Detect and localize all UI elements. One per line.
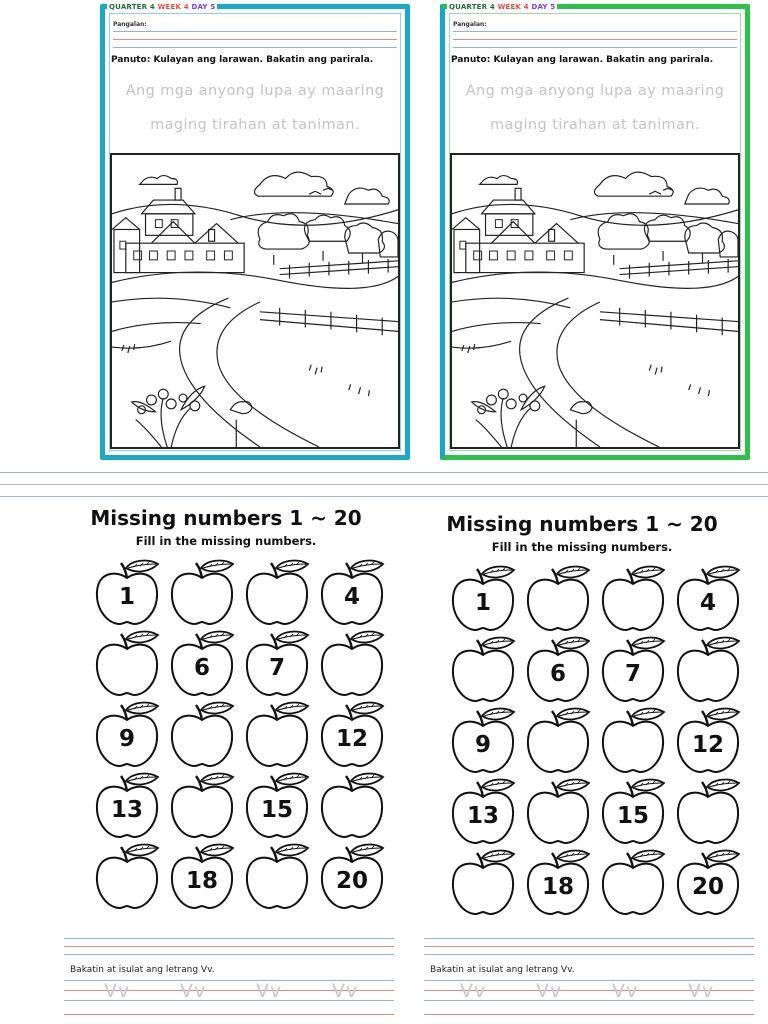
apple-grid xyxy=(448,564,748,924)
name-rule-bottom xyxy=(453,47,737,48)
apple-cell xyxy=(673,848,743,918)
coloring-worksheet-right xyxy=(440,4,750,460)
writing-rule xyxy=(64,954,394,955)
apple-cell xyxy=(598,848,668,918)
apple-number: 15 xyxy=(260,797,293,823)
apple-number: 1 xyxy=(118,584,135,610)
apple-number: 15 xyxy=(616,803,649,829)
apple-outline-icon xyxy=(598,848,668,918)
apple-number: 13 xyxy=(110,797,143,823)
apple-number: 20 xyxy=(335,868,368,894)
apple-outline-icon xyxy=(317,629,387,699)
apple-outline-icon xyxy=(92,629,162,699)
trace-line-1: Ang mga anyong lupa ay maaring xyxy=(125,83,385,99)
apple-number: 4 xyxy=(343,584,360,610)
apple-cell xyxy=(523,777,593,847)
apple-outline-icon xyxy=(242,700,312,770)
writing-rule xyxy=(64,946,394,947)
coloring-worksheet-left xyxy=(100,4,410,460)
name-label: Pangalan: xyxy=(453,21,487,28)
apple-cell xyxy=(317,700,387,770)
apple-number: 4 xyxy=(699,590,716,616)
apple-cell xyxy=(448,777,518,847)
apple-number: 9 xyxy=(474,732,491,758)
apple-cell xyxy=(448,848,518,918)
handwriting-strip-right xyxy=(424,934,754,1024)
apple-cell xyxy=(523,848,593,918)
landscape-picture xyxy=(110,153,400,449)
apple-outline-icon xyxy=(673,635,743,705)
apple-cell xyxy=(523,564,593,634)
apple-cell xyxy=(317,629,387,699)
apple-number: 9 xyxy=(118,726,135,752)
apple-outline-icon xyxy=(523,777,593,847)
week-label: WEEK 4 xyxy=(157,3,189,11)
apple-cell xyxy=(598,564,668,634)
apple-outline-icon xyxy=(523,706,593,776)
missing-numbers-worksheet-left xyxy=(66,502,386,922)
apple-outline-icon xyxy=(92,842,162,912)
apple-cell xyxy=(92,771,162,841)
name-rule-top xyxy=(113,31,397,32)
worksheet-subtitle: Fill in the missing numbers. xyxy=(491,540,673,554)
worksheet-title: Missing numbers 1 ~ 20 xyxy=(90,506,362,530)
apple-cell xyxy=(167,700,237,770)
page-divider-lines xyxy=(0,470,768,500)
divider-line-red xyxy=(0,484,768,485)
quarter-label: QUARTER 4 xyxy=(449,3,495,11)
apple-cell xyxy=(92,558,162,628)
apple-cell xyxy=(92,629,162,699)
landscape-picture xyxy=(450,153,740,449)
trace-letter-vv: Vv xyxy=(256,980,283,1002)
trace-letter-vv: Vv xyxy=(688,980,715,1002)
trace-letter-vv: Vv xyxy=(536,980,563,1002)
trace-line-1: Ang mga anyong lupa ay maaring xyxy=(465,83,725,99)
trace-letter-vv: Vv xyxy=(612,980,639,1002)
apple-number: 6 xyxy=(193,655,210,681)
apple-outline-icon xyxy=(167,558,237,628)
apple-cell xyxy=(317,771,387,841)
apple-cell xyxy=(598,635,668,705)
writing-rule xyxy=(64,938,394,939)
apple-number: 18 xyxy=(541,874,574,900)
apple-outline-icon xyxy=(673,777,743,847)
apple-cell xyxy=(523,706,593,776)
apple-cell xyxy=(242,700,312,770)
apple-outline-icon xyxy=(523,564,593,634)
quarter-label: QUARTER 4 xyxy=(109,3,155,11)
apple-outline-icon xyxy=(598,706,668,776)
apple-outline-icon xyxy=(242,842,312,912)
apple-number: 6 xyxy=(549,661,566,687)
week-label: WEEK 4 xyxy=(497,3,529,11)
day-label: DAY 5 xyxy=(531,3,556,11)
worksheet-title: Missing numbers 1 ~ 20 xyxy=(446,512,718,536)
writing-rule xyxy=(64,1014,394,1015)
farmhouse-landscape-icon xyxy=(112,155,398,447)
writing-rule xyxy=(424,938,754,939)
apple-cell xyxy=(92,842,162,912)
apple-number: 7 xyxy=(624,661,641,687)
apple-number: 7 xyxy=(268,655,285,681)
apple-cell xyxy=(317,558,387,628)
worksheet-header xyxy=(447,3,557,11)
name-rule-bottom xyxy=(113,47,397,48)
apple-cell xyxy=(92,700,162,770)
apple-outline-icon xyxy=(598,564,668,634)
trace-letter-vv: Vv xyxy=(460,980,487,1002)
divider-line-blue xyxy=(0,472,768,473)
writing-rule xyxy=(424,946,754,947)
name-rule-mid xyxy=(113,39,397,40)
name-label: Pangalan: xyxy=(113,21,147,28)
apple-number: 13 xyxy=(466,803,499,829)
handwriting-strip-left xyxy=(64,934,394,1024)
writing-rule xyxy=(424,954,754,955)
apple-cell xyxy=(673,706,743,776)
divider-line-blue xyxy=(0,496,768,497)
apple-number: 1 xyxy=(474,590,491,616)
apple-cell xyxy=(242,842,312,912)
apple-outline-icon xyxy=(448,635,518,705)
apple-outline-icon xyxy=(167,700,237,770)
apple-cell xyxy=(598,706,668,776)
apple-grid xyxy=(92,558,392,918)
instruction-text: Panuto: Kulayan ang larawan. Bakatin ang parirala. xyxy=(451,55,714,65)
trace-letter-vv: Vv xyxy=(332,980,359,1002)
day-label: DAY 5 xyxy=(191,3,216,11)
apple-number: 18 xyxy=(185,868,218,894)
missing-numbers-worksheet-right xyxy=(422,508,742,928)
apple-cell xyxy=(167,842,237,912)
apple-number: 20 xyxy=(691,874,724,900)
writing-instruction: Bakatin at isulat ang letrang Vv. xyxy=(70,965,215,975)
trace-letter-vv: Vv xyxy=(104,980,131,1002)
apple-number: 12 xyxy=(335,726,368,752)
apple-cell xyxy=(598,777,668,847)
name-rule-top xyxy=(453,31,737,32)
apple-cell xyxy=(448,564,518,634)
apple-outline-icon xyxy=(167,771,237,841)
apple-cell xyxy=(523,635,593,705)
apple-outline-icon xyxy=(242,558,312,628)
trace-letter-vv: Vv xyxy=(180,980,207,1002)
farmhouse-landscape-icon xyxy=(452,155,738,447)
apple-cell xyxy=(167,771,237,841)
writing-rule xyxy=(424,1014,754,1015)
apple-cell xyxy=(448,635,518,705)
apple-outline-icon xyxy=(317,771,387,841)
trace-line-2: maging tirahan at taniman. xyxy=(150,117,360,133)
writing-instruction: Bakatin at isulat ang letrang Vv. xyxy=(430,965,575,975)
apple-cell xyxy=(317,842,387,912)
worksheet-subtitle: Fill in the missing numbers. xyxy=(135,534,317,548)
instruction-text: Panuto: Kulayan ang larawan. Bakatin ang parirala. xyxy=(111,55,374,65)
apple-cell xyxy=(167,629,237,699)
apple-cell xyxy=(167,558,237,628)
name-rule-mid xyxy=(453,39,737,40)
apple-number: 12 xyxy=(691,732,724,758)
apple-cell xyxy=(242,629,312,699)
apple-cell xyxy=(448,706,518,776)
apple-cell xyxy=(242,558,312,628)
apple-cell xyxy=(673,777,743,847)
apple-cell xyxy=(242,771,312,841)
apple-cell xyxy=(673,564,743,634)
apple-outline-icon xyxy=(448,848,518,918)
trace-line-2: maging tirahan at taniman. xyxy=(490,117,700,133)
worksheet-header xyxy=(107,3,217,11)
apple-cell xyxy=(673,635,743,705)
